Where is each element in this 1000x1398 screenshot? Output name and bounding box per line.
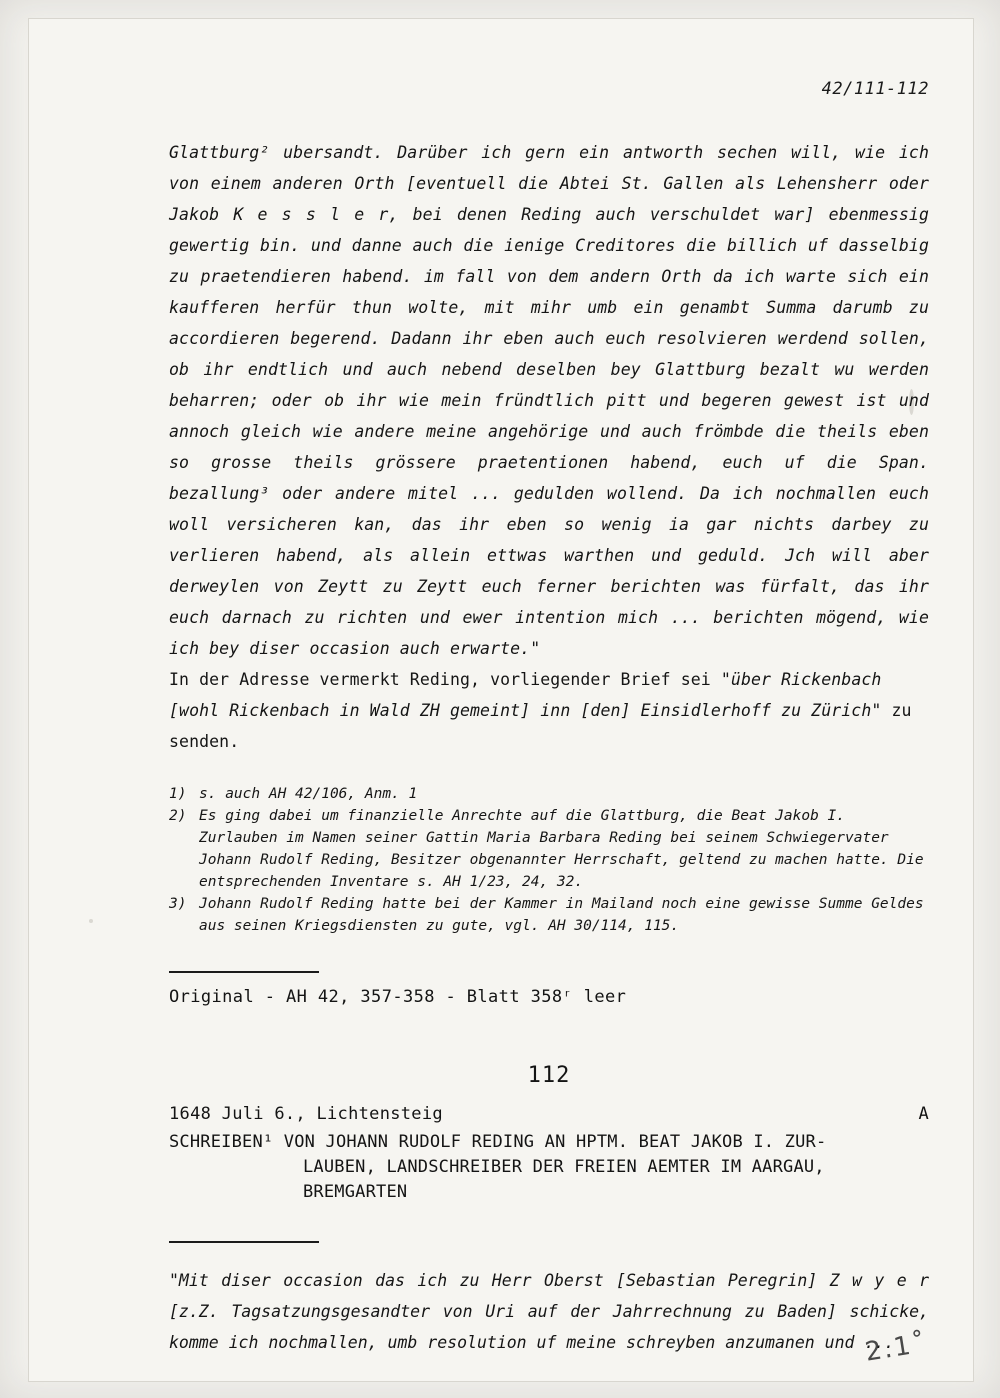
entry-title-line-1: SCHREIBEN¹ VON JOHANN RUDOLF REDING AN HPTM. BEAT JAKOB I. ZUR- — [169, 1132, 827, 1152]
entry-title-line-2: LAUBEN, LANDSCHREIBER DER FREIEN AEMTER IM AARGAU, — [303, 1157, 825, 1177]
address-note — [169, 664, 929, 757]
page-content — [169, 79, 929, 1358]
entry-title — [169, 1130, 929, 1205]
pencil-annotation: 2.1˚ — [862, 1328, 929, 1368]
letter-quote — [169, 137, 929, 664]
entry-header — [169, 1104, 929, 1124]
entry-side-mark: A — [918, 1104, 929, 1124]
address-note-roman-2: zu senden. — [169, 701, 912, 751]
entry-divider — [169, 1241, 319, 1243]
folio-number: 42/111-112 — [821, 79, 929, 99]
footnote-item — [169, 893, 929, 937]
paper-sheet — [28, 18, 974, 1382]
letter-paragraph: Glattburg² ubersandt. Darüber ich gern ein antworth sechen will, wie ich von einem anderen Orth [eventuell die Abtei St. Gallen als Lehensherr oder Jakob K e s s l e r, bei denen Reding auch verschuldet war] ebenmessig gewertig bin. und danne auch die ienige Creditores die billich uf dasselbig zu praetendieren habend. im fall von dem andern Orth da ich warte sich ein kaufferen herfür thun wolte, mit mihr umb ein genambt Summa darumb zu accordieren begerend. Dadann ihr eben auch euch resolvieren werdend sollen, ob ihr endtlich und auch nebend deselben bey Glattburg bezalt wu werden beharren; oder ob ihr wie mein fründtlich pitt und begeren gewest ist und annoch gleich wie andere meine angehörige und auch frömbde die theils eben so grosse theils grössere praetentionen habend, euch uf die Span. bezallung³ oder andere mitel ... gedulden wollend. Da ich nochmallen euch woll versicheren kan, das ihr eben so wenig ia gar nichts darbey zu verlieren habend, als allein ettwas warthen und geduld. Jch will aber derweylen von Zeytt zu Zeytt euch ferner berichten was fürfalt, das ihr euch darnach zu richten und ewer intention mich ... berichten mögend, wie ich bey diser occasion auch erwarte." — [169, 143, 929, 658]
entry-number: 112 — [527, 1063, 571, 1088]
footnote-marker: 2) — [169, 808, 187, 824]
entry-title-line-3: BREMGARTEN — [303, 1182, 408, 1202]
footnote-marker: 1) — [169, 786, 187, 802]
footnote-list — [169, 783, 929, 937]
original-source-line: Original - AH 42, 357-358 - Blatt 358ʳ leer — [169, 987, 627, 1007]
section-divider — [169, 971, 319, 973]
footnote-text: s. auch AH 42/106, Anm. 1 — [199, 786, 418, 802]
address-note-italic: "über Rickenbach [wohl Rickenbach in Wald ZH gemeint] inn [den] Einsidlerhoff zu Zürich" — [169, 670, 882, 720]
footnote-item — [169, 805, 929, 893]
footnote-item — [169, 783, 929, 805]
entry-date-place: 1648 Juli 6., Lichtensteig — [169, 1104, 443, 1124]
footnote-marker: 3) — [169, 896, 187, 912]
footnote-text: Johann Rudolf Reding hatte bei der Kammer in Mailand noch eine gewisse Summe Geldes aus seinen Kriegsdiensten zu gute, vgl. AH 30/114, 115. — [199, 896, 924, 934]
footnote-text: Es ging dabei um finanzielle Anrechte auf die Glattburg, die Beat Jakob I. Zurlauben im Namen seiner Gattin Maria Barbara Reding bei seinem Schwiegervater Johann Rudolf Reding, Besitzer obgenannter Herrschaft, geltend zu machen hatte. Die entsprechenden Inventare s. AH 1/23, 24, 32. — [199, 808, 924, 890]
address-note-roman-1: In der Adresse vermerkt Reding, vorliegender Brief sei — [169, 670, 711, 689]
entry-body: "Mit diser occasion das ich zu Herr Oberst [Sebastian Peregrin] Z w y e r [z.Z. Tagsatzungsgesandter von Uri auf der Jahrrechnung zu Baden] schicke, komme ich nochmallen, umb resolution uf meine schreyben anzumanen und ... — [169, 1271, 929, 1352]
